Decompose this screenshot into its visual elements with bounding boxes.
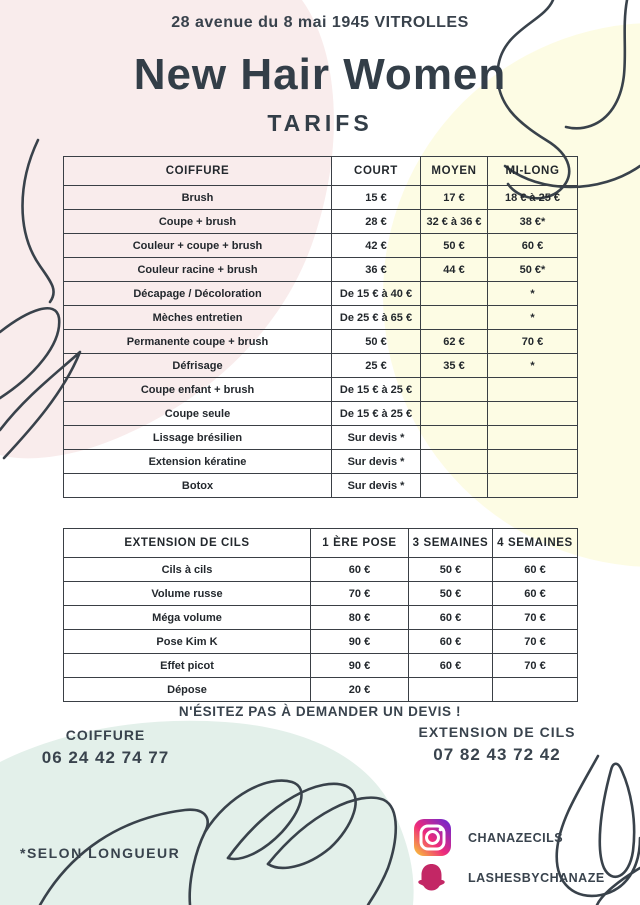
table-row xyxy=(64,378,578,402)
price-cell: 60 € xyxy=(409,606,493,630)
instagram-handle: CHANAZECILS xyxy=(468,830,564,845)
service-name-cell: Défrisage xyxy=(64,354,332,378)
service-name-cell: Mèches entretien xyxy=(64,306,332,330)
price-cell: 15 € xyxy=(332,186,421,210)
price-cell: 50 € xyxy=(409,582,493,606)
price-cell: 70 € xyxy=(488,330,578,354)
price-cell: 44 € xyxy=(421,258,488,282)
table-row xyxy=(64,258,578,282)
price-cell: 70 € xyxy=(493,654,578,678)
service-name-cell: Coupe seule xyxy=(64,402,332,426)
instagram-row xyxy=(413,819,563,856)
price-cell: 62 € xyxy=(421,330,488,354)
price-cell xyxy=(488,450,578,474)
service-name-cell: Coupe + brush xyxy=(64,210,332,234)
table-row xyxy=(64,678,578,702)
table-row xyxy=(64,354,578,378)
price-cell: 60 € xyxy=(409,654,493,678)
service-name-cell: Lissage brésilien xyxy=(64,426,332,450)
table-row xyxy=(64,330,578,354)
lash-phone-number: 07 82 43 72 42 xyxy=(433,745,561,764)
price-cell xyxy=(421,378,488,402)
price-cell: 17 € xyxy=(421,186,488,210)
price-cell: 60 € xyxy=(493,558,578,582)
table-row xyxy=(64,606,578,630)
price-cell: 50 € xyxy=(332,330,421,354)
price-cell: 60 € xyxy=(311,558,409,582)
price-cell: De 25 € à 65 € xyxy=(332,306,421,330)
price-cell xyxy=(488,426,578,450)
table-row xyxy=(64,450,578,474)
column-header: 4 SEMAINES xyxy=(493,529,578,558)
price-cell: 32 € à 36 € xyxy=(421,210,488,234)
price-cell: Sur devis * xyxy=(332,474,421,498)
lash-extension-price-table xyxy=(63,528,578,702)
price-cell: 38 €* xyxy=(488,210,578,234)
table-row xyxy=(64,582,578,606)
header-row xyxy=(64,157,578,186)
column-header: EXTENSION DE CILS xyxy=(64,529,311,558)
table-row xyxy=(64,234,578,258)
price-cell: 50 € xyxy=(421,234,488,258)
column-header: COURT xyxy=(332,157,421,186)
price-cell: 60 € xyxy=(409,630,493,654)
price-cell xyxy=(493,678,578,702)
header-row xyxy=(64,529,578,558)
table-row xyxy=(64,474,578,498)
price-cell: 50 € xyxy=(409,558,493,582)
price-cell: 25 € xyxy=(332,354,421,378)
price-cell xyxy=(421,306,488,330)
coiffure-phone-number: 06 24 42 74 77 xyxy=(41,748,170,767)
snapchat-icon-spacer xyxy=(413,861,450,894)
column-header: 1 ÈRE POSE xyxy=(311,529,409,558)
service-name-cell: Décapage / Décoloration xyxy=(64,282,332,306)
service-name-cell: Botox xyxy=(64,474,332,498)
price-cell xyxy=(421,474,488,498)
price-cell: 80 € xyxy=(311,606,409,630)
price-cell: * xyxy=(488,282,578,306)
price-cell: 50 €* xyxy=(488,258,578,282)
price-cell: * xyxy=(488,354,578,378)
column-header: COIFFURE xyxy=(64,157,332,186)
table-row xyxy=(64,282,578,306)
price-cell: 60 € xyxy=(493,582,578,606)
table-row xyxy=(64,654,578,678)
table-row xyxy=(64,210,578,234)
price-cell xyxy=(421,402,488,426)
snapchat-handle: LASHESBYCHANAZE xyxy=(468,870,605,885)
coiffure-contact-block xyxy=(18,727,193,768)
price-cell: De 15 € à 40 € xyxy=(332,282,421,306)
service-name-cell: Dépose xyxy=(64,678,311,702)
price-cell: 28 € xyxy=(332,210,421,234)
column-header: MI-LONG xyxy=(488,157,578,186)
price-cell: 90 € xyxy=(311,654,409,678)
price-cell: 42 € xyxy=(332,234,421,258)
price-cell xyxy=(488,474,578,498)
price-cell xyxy=(421,282,488,306)
service-name-cell: Couleur + coupe + brush xyxy=(64,234,332,258)
price-cell: De 15 € à 25 € xyxy=(332,402,421,426)
price-cell xyxy=(421,450,488,474)
column-header: 3 SEMAINES xyxy=(409,529,493,558)
price-cell: 70 € xyxy=(493,606,578,630)
service-name-cell: Extension kératine xyxy=(64,450,332,474)
price-cell xyxy=(409,678,493,702)
table-row xyxy=(64,558,578,582)
service-name-cell: Effet picot xyxy=(64,654,311,678)
price-cell xyxy=(488,378,578,402)
table-row xyxy=(64,630,578,654)
price-cell xyxy=(421,426,488,450)
service-name-cell: Cils à cils xyxy=(64,558,311,582)
price-cell: * xyxy=(488,306,578,330)
price-cell: 90 € xyxy=(311,630,409,654)
price-cell: 18 € à 25 € xyxy=(488,186,578,210)
quote-request-note: N'ÉSITEZ PAS À DEMANDER UN DEVIS ! xyxy=(178,704,462,719)
lash-contact-label: EXTENSION DE CILS xyxy=(418,724,576,740)
price-cell: 20 € xyxy=(311,678,409,702)
price-cell: 70 € xyxy=(493,630,578,654)
price-cell xyxy=(488,402,578,426)
service-name-cell: Couleur racine + brush xyxy=(64,258,332,282)
salon-address: 28 avenue du 8 mai 1945 VITROLLES xyxy=(171,14,469,31)
service-name-cell: Pose Kim K xyxy=(64,630,311,654)
table-row xyxy=(64,306,578,330)
table-row xyxy=(64,186,578,210)
salon-title: New Hair Women xyxy=(133,50,507,99)
service-name-cell: Coupe enfant + brush xyxy=(64,378,332,402)
price-cell: 60 € xyxy=(488,234,578,258)
column-header: MOYEN xyxy=(421,157,488,186)
service-name-cell: Brush xyxy=(64,186,332,210)
price-cell: 35 € xyxy=(421,354,488,378)
length-disclaimer: *SELON LONGUEUR xyxy=(20,845,181,861)
coiffure-contact-label: COIFFURE xyxy=(65,727,146,743)
snapchat-row xyxy=(413,861,605,894)
instagram-icon-spacer xyxy=(413,819,450,856)
lash-contact-block xyxy=(408,724,586,765)
service-name-cell: Volume russe xyxy=(64,582,311,606)
coiffure-price-table xyxy=(63,156,578,498)
table-row xyxy=(64,402,578,426)
page-subtitle-tarifs: TARIFS xyxy=(267,110,373,136)
price-cell: 70 € xyxy=(311,582,409,606)
service-name-cell: Permanente coupe + brush xyxy=(64,330,332,354)
price-cell: Sur devis * xyxy=(332,450,421,474)
table-row xyxy=(64,426,578,450)
price-cell: De 15 € à 25 € xyxy=(332,378,421,402)
price-cell: 36 € xyxy=(332,258,421,282)
price-cell: Sur devis * xyxy=(332,426,421,450)
service-name-cell: Méga volume xyxy=(64,606,311,630)
